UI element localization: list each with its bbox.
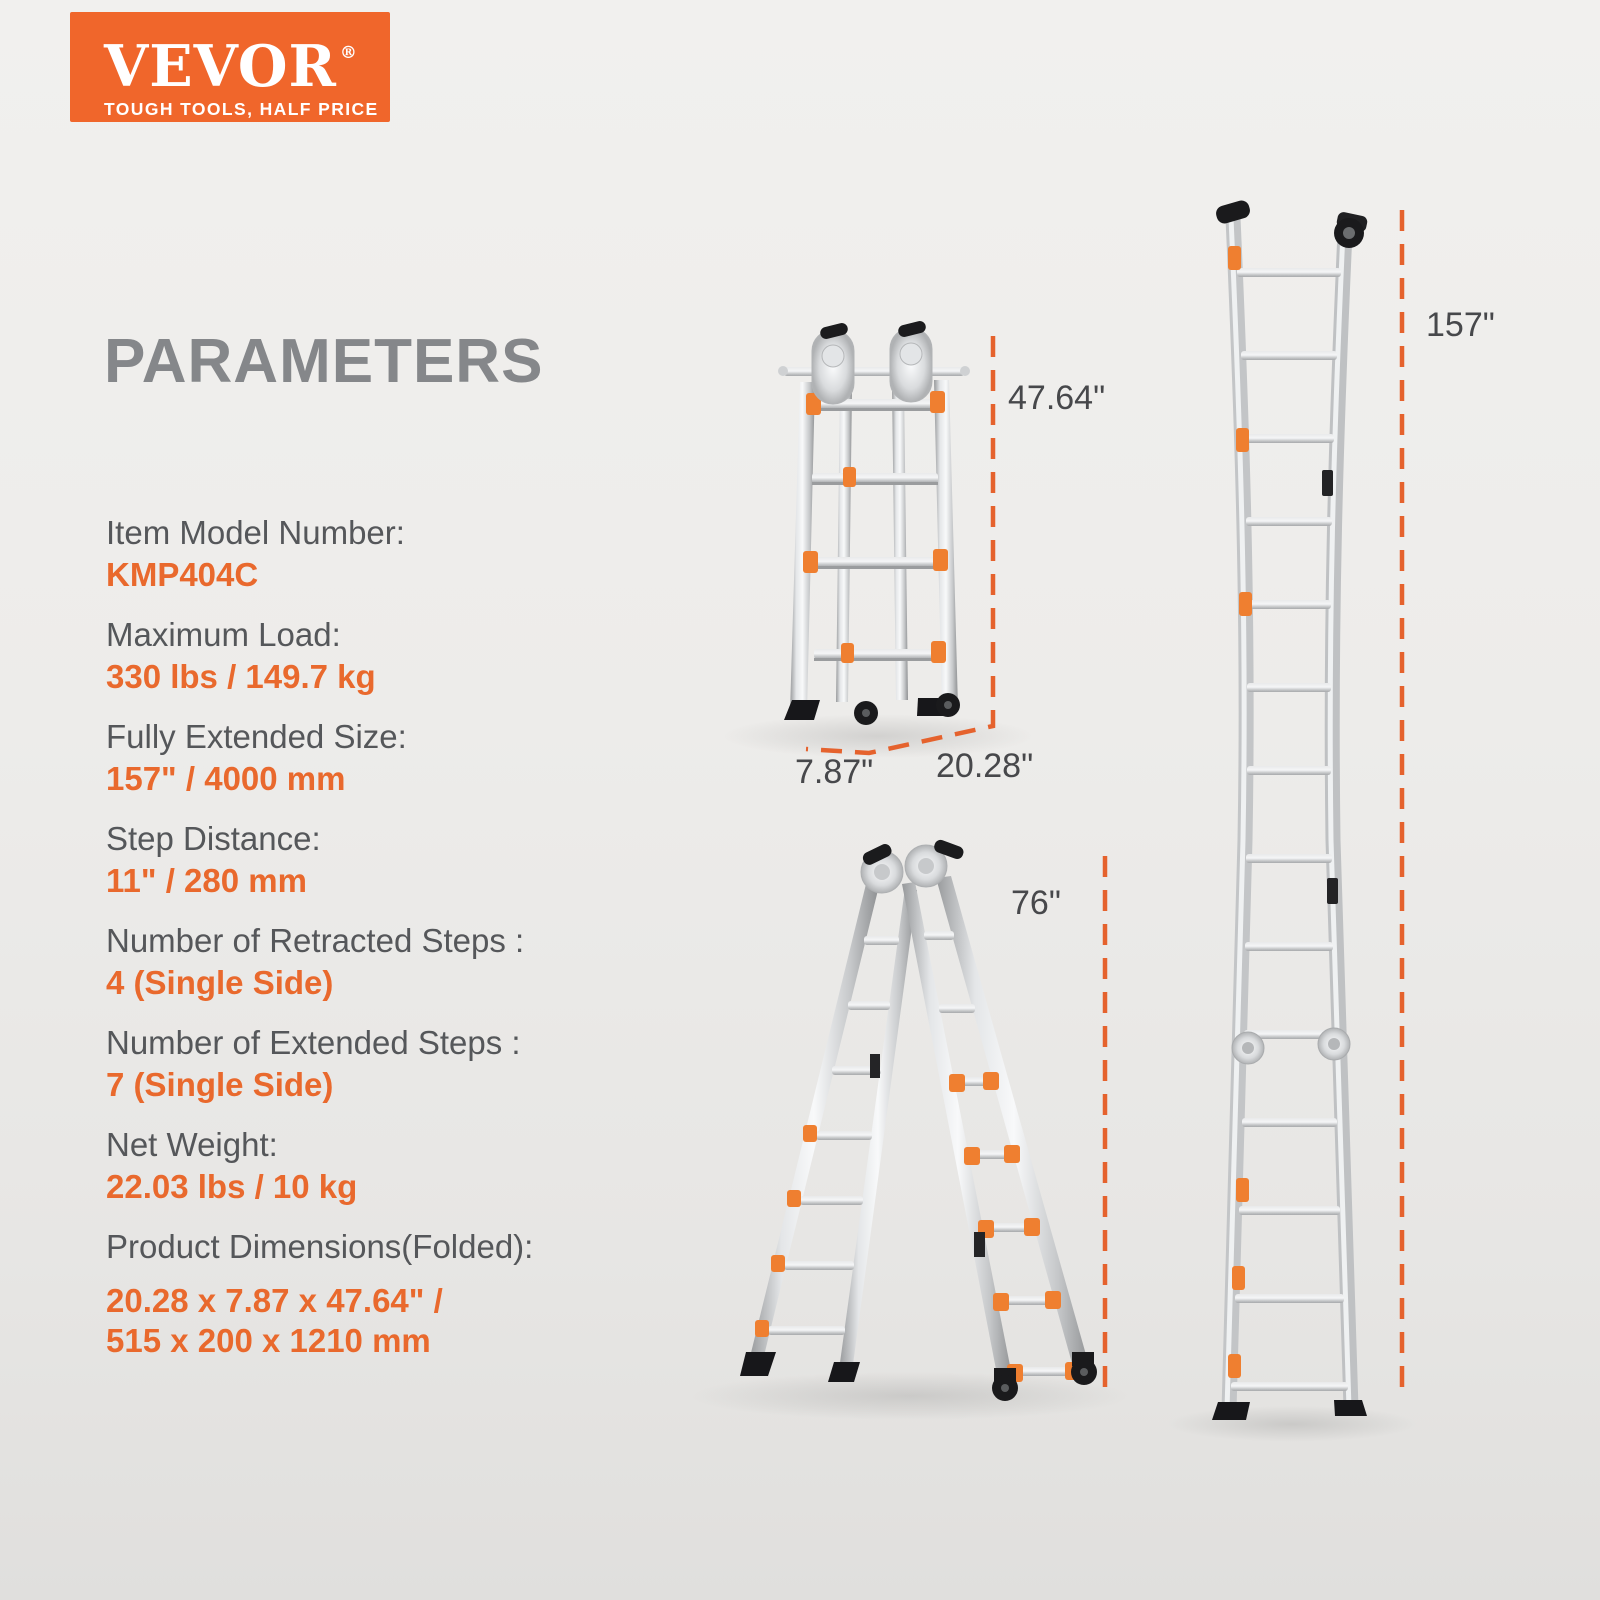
spec-label: Number of Extended Steps : xyxy=(106,1024,521,1061)
a-frame-ladder-illustration xyxy=(690,838,1130,1420)
spec-list xyxy=(106,512,666,1380)
extended-ladder-illustration xyxy=(1167,199,1417,1442)
spec-label: Product Dimensions(Folded): xyxy=(106,1228,534,1265)
spec-value: 22.03 lbs / 10 kg xyxy=(106,1168,358,1205)
page-title: PARAMETERS xyxy=(104,327,544,396)
spec-value: 20.28 x 7.87 x 47.64" / xyxy=(106,1282,443,1319)
spec-label: Net Weight: xyxy=(106,1126,278,1163)
spec-item-extended-steps xyxy=(106,1022,666,1105)
spec-value: 11" / 280 mm xyxy=(106,862,307,899)
folded-height-label: 47.64" xyxy=(1008,379,1106,417)
brand-tagline: TOUGH TOOLS, HALF PRICE xyxy=(104,99,379,119)
spec-item-product-dimensions xyxy=(106,1226,666,1361)
spec-value: 4 (Single Side) xyxy=(106,964,334,1001)
spec-value: KMP404C xyxy=(106,556,259,593)
spec-label: Number of Retracted Steps : xyxy=(106,922,525,959)
spec-item-net-weight xyxy=(106,1124,666,1207)
folded-ladder-illustration xyxy=(723,320,1033,758)
spec-value-line2: 515 x 200 x 1210 mm xyxy=(106,1322,431,1359)
folded-width-label: 20.28" xyxy=(936,747,1034,785)
spec-label: Step Distance: xyxy=(106,820,321,857)
folded-depth-label: 7.87" xyxy=(795,753,874,791)
spec-value: 7 (Single Side) xyxy=(106,1066,334,1103)
brand-name-text: VEVOR xyxy=(104,33,337,100)
spec-label: Maximum Load: xyxy=(106,616,341,653)
spec-item-maximum-load xyxy=(106,614,666,697)
spec-label: Fully Extended Size: xyxy=(106,718,407,755)
spec-item-model-number xyxy=(106,512,666,595)
extended-height-label: 157" xyxy=(1426,306,1495,344)
spec-value: 157" / 4000 mm xyxy=(106,760,346,797)
a-frame-height-label: 76" xyxy=(1011,884,1061,922)
spec-label: Item Model Number: xyxy=(106,514,405,551)
spec-item-fully-extended-size xyxy=(106,716,666,799)
brand-wordmark xyxy=(104,22,390,98)
spec-value: 330 lbs / 149.7 kg xyxy=(106,658,376,695)
brand-logo xyxy=(70,12,390,122)
spec-item-retracted-steps xyxy=(106,920,666,1003)
registered-trademark-symbol: ® xyxy=(339,43,358,63)
spec-item-step-distance xyxy=(106,818,666,901)
